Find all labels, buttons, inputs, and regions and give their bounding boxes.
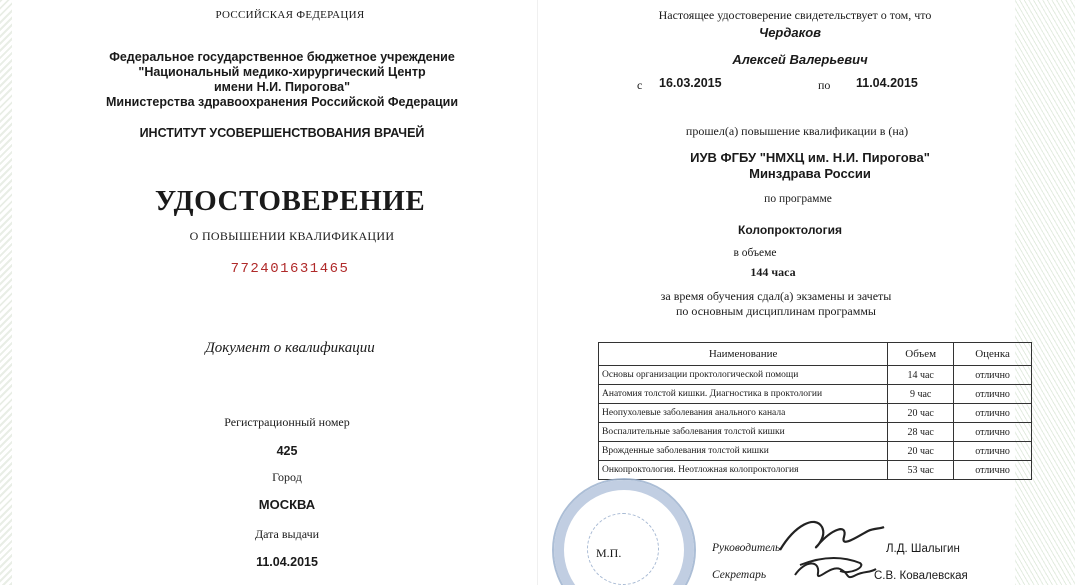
secretary-name: С.В. Ковалевская — [874, 570, 968, 582]
discipline-hours: 14 час — [888, 366, 954, 385]
discipline-grade: отлично — [954, 366, 1032, 385]
passed-text: прошел(а) повышение квалификации в (на) — [685, 124, 909, 138]
page-fold — [537, 0, 538, 585]
discipline-name: Неопухолевые заболевания анального канала — [599, 404, 888, 423]
issue-date-value: 11.04.2015 — [256, 555, 318, 569]
discipline-grade: отлично — [954, 442, 1032, 461]
holder-name: Алексей Валерьевич — [732, 52, 868, 67]
discipline-grade: отлично — [954, 404, 1032, 423]
header-name: Наименование — [599, 343, 888, 366]
issue-date-label: Дата выдачи — [254, 527, 320, 541]
discipline-grade: отлично — [954, 461, 1032, 480]
registration-label: Регистрационный номер — [224, 415, 350, 429]
head-label: Руководитель — [712, 542, 781, 554]
city-value: МОСКВА — [258, 497, 316, 512]
discipline-name: Основы организации проктологической помощи — [599, 366, 888, 385]
discipline-grade: отлично — [954, 423, 1032, 442]
program-label: по программе — [764, 193, 832, 205]
discipline-hours: 28 час — [888, 423, 954, 442]
guilloche-border-left — [0, 0, 12, 585]
exams-line-1: за время обучения сдал(а) экзамены и зачеты — [660, 289, 892, 303]
table-row — [599, 385, 1032, 404]
to-date: 11.04.2015 — [856, 76, 918, 90]
table-row — [599, 442, 1032, 461]
table-row — [599, 461, 1032, 480]
document-type: Документ о квалификации — [205, 340, 375, 356]
table-row — [599, 423, 1032, 442]
discipline-hours: 20 час — [888, 404, 954, 423]
org-line-2: "Национальный медико-хирургический Центр — [138, 65, 426, 79]
volume-value: 144 часа — [750, 265, 796, 279]
to-label: по — [818, 78, 831, 92]
org-line-1: Федеральное государственное бюджетное учреждение — [109, 50, 455, 64]
header-grade: Оценка — [954, 343, 1032, 366]
discipline-name: Воспалительные заболевания толстой кишки — [599, 423, 888, 442]
disciplines-table — [598, 342, 1032, 480]
table-row — [599, 404, 1032, 423]
discipline-hours: 9 час — [888, 385, 954, 404]
document-title: УДОСТОВЕРЕНИЕ — [154, 185, 426, 217]
exams-line-2: по основным дисциплинам программы — [675, 304, 877, 318]
head-name: Л.Д. Шалыгин — [886, 543, 960, 555]
institution-line-1: ИУВ ФГБУ "НМХЦ им. Н.И. Пирогова" — [690, 150, 930, 165]
institute-name: ИНСТИТУТ УСОВЕРШЕНСТВОВАНИЯ ВРАЧЕЙ — [139, 126, 425, 140]
volume-label: в объеме — [733, 247, 777, 259]
discipline-name: Онкопроктология. Неотложная колопроктология — [599, 461, 888, 480]
guilloche-border-right — [1015, 0, 1075, 585]
secretary-label: Секретарь — [712, 569, 767, 581]
program-name: Колопроктология — [738, 223, 842, 237]
from-label: с — [637, 78, 643, 92]
seal-place-label: М.П. — [596, 546, 622, 560]
city-label: Город — [272, 470, 302, 484]
registration-number: 425 — [276, 444, 298, 458]
table-row — [599, 366, 1032, 385]
from-date: 16.03.2015 — [659, 76, 722, 90]
discipline-hours: 20 час — [888, 442, 954, 461]
intro-text: Настоящее удостоверение свидетельствует о том, что — [658, 8, 932, 22]
table-header-row — [599, 343, 1032, 366]
country-label: РОССИЙСКАЯ ФЕДЕРАЦИЯ — [215, 9, 365, 21]
discipline-name: Врожденные заболевания толстой кишки — [599, 442, 888, 461]
secretary-signature — [790, 555, 880, 585]
header-volume: Объем — [888, 343, 954, 366]
org-line-3: имени Н.И. Пирогова" — [213, 80, 351, 94]
institution-line-2: Минздрава России — [749, 166, 871, 181]
discipline-name: Анатомия толстой кишки. Диагностика в проктологии — [599, 385, 888, 404]
document-subtitle: О ПОВЫШЕНИИ КВАЛИФИКАЦИИ — [189, 229, 395, 243]
org-line-4: Министерства здравоохранения Российской Федерации — [105, 95, 459, 109]
discipline-grade: отлично — [954, 385, 1032, 404]
serial-number: 772401631465 — [230, 261, 350, 277]
discipline-hours: 53 час — [888, 461, 954, 480]
holder-surname: Чердаков — [758, 25, 822, 40]
